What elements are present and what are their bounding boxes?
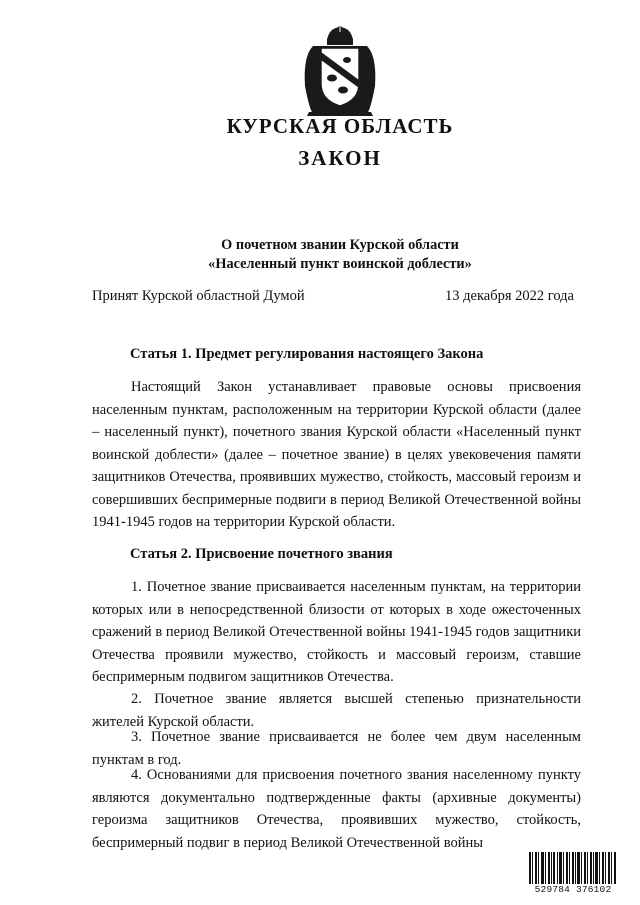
adopting-body: Принят Курской областной Думой — [92, 288, 305, 304]
article-2-paragraph-1: 1. Почетное звание присваивается населенным пунктам, на территории которых или в непосредственной близости от которых в ходе ожесточенных сражений в период Великой Отечественной войны 1941-1945 годов защитники Отечества проявили мужество, стойкость и массовый героизм, ставшие беспримерным подвигом защитников Отечества. — [92, 579, 581, 685]
article-2-paragraph-4: 4. Основаниями для присвоения почетного звания населенному пункту являются документально подтвержденные факты (архивные документы) героизма защитников Отечества, проявивших мужество, стойкость, беспримерный подвиг в период Великой Отечественной войны — [92, 767, 581, 851]
law-title — [0, 236, 640, 274]
article-2-paragraph-2: 2. Почетное звание является высшей степенью признательности жителей Курской области. — [92, 691, 581, 730]
article-2-heading: Статья 2. Присвоение почетного звания — [130, 546, 393, 562]
coat-of-arms-emblem — [299, 26, 381, 120]
adoption-line — [92, 288, 574, 305]
article-1-paragraph: Настоящий Закон устанавливает правовые основы присвоения населенным пунктам, расположенным на территории Курской области (далее – населенный пункт), почетного звания Курской области «Населенный пункт воинской доблести» (далее – почетное звание) в целях увековечения памяти защитников Отечества, проявивших мужество, стойкость, массовый героизм и совершивших беспримерные подвиги в период Великой Отечественной войны 1941-1945 годов на территории Курской области. — [92, 379, 581, 530]
article-2-paragraph-3: 3. Почетное звание присваивается не более чем двум населенным пунктам в год. — [92, 729, 581, 768]
region-title: КУРСКАЯ ОБЛАСТЬ — [226, 114, 454, 138]
adoption-date: 13 декабря 2022 года — [445, 288, 574, 304]
law-title-line-1: О почетном звании Курской области — [221, 237, 459, 253]
law-title-line-2: «Населенный пункт воинской доблести» — [208, 256, 472, 272]
article-1-heading: Статья 1. Предмет регулирования настоящего Закона — [130, 346, 484, 362]
barcode-number: 529784 376102 — [528, 884, 618, 895]
document-type: ЗАКОН — [298, 146, 382, 170]
